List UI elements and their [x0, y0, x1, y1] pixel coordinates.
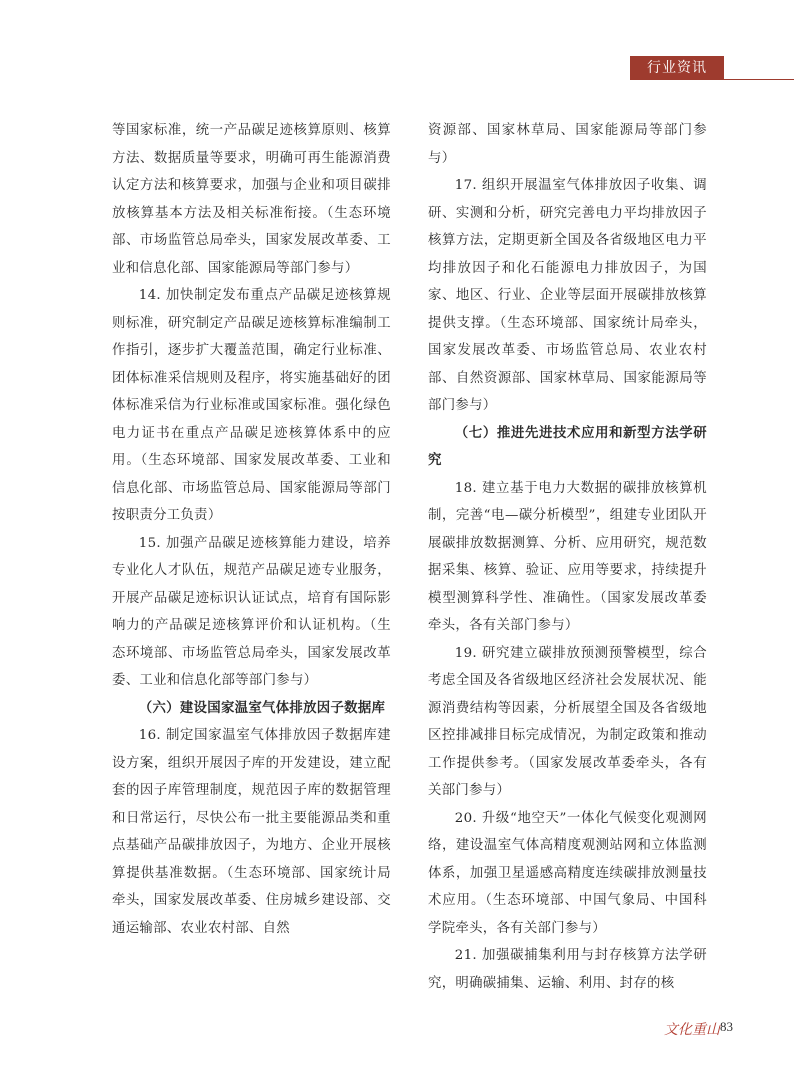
paragraph: 15. 加强产品碳足迹核算能力建设，培养专业化人才队伍，规范产品碳足迹专业服务，开展产品碳足迹标识认证试点，培育有国际影响力的产品碳足迹核算评价和认证机构。（生态环境部、市场监管总局牵头，国家发展改革委、工业和信息化部等部门参与）	[112, 535, 391, 688]
paragraph: 14. 加快制定发布重点产品碳足迹核算规则标准，研究制定产品碳足迹核算标准编制工作指引，逐步扩大覆盖范围，确定行业标准、团体标准采信规则及程序，将实施基础好的团体标准采信为行业标准或国家标准。强化绿色电力证书在重点产品碳足迹核算体系中的应用。（生态环境部、国家发展改革委、工业和信息化部、市场监管总局、国家能源局等部门按职责分工负责）	[112, 288, 391, 523]
paragraph-continuation: 资源部、国家林草局、国家能源局等部门参与）	[428, 123, 707, 166]
header-rule	[724, 79, 794, 80]
section-tag: 行业资讯	[630, 56, 724, 80]
paragraph: 17. 组织开展温室气体排放因子收集、调研、实测和分析，研究完善电力平均排放因子核算方法，定期更新全国及各省级地区电力平均排放因子和化石能源电力排放因子，为国家、地区、行业、企业等层面开展碳排放核算提供支撑。（生态环境部、国家统计局牵头，国家发展改革委、市场监管总局、农业农村部、自然资源部、国家林草局、国家能源局等部门参与）	[428, 178, 707, 413]
paragraph-continuation: 等国家标准，统一产品碳足迹核算原则、核算方法、数据质量等要求，明确可再生能源消费认定方法和核算要求，加强与企业和项目碳排放核算基本方法及相关标准衔接。（生态环境部、市场监管总局牵头，国家发展改革委、工业和信息化部、国家能源局等部门参与）	[112, 123, 391, 276]
paragraph: 21. 加强碳捕集利用与封存核算方法学研究，明确碳捕集、运输、利用、封存的核	[428, 948, 707, 991]
page-number: 83	[720, 1019, 733, 1034]
section-heading: （六）建设国家温室气体排放因子数据库	[138, 700, 386, 716]
footer-logo: 文化重山	[664, 1022, 720, 1038]
right-column	[428, 117, 707, 997]
paragraph: 18. 建立基于电力大数据的碳排放核算机制，完善“电—碳分析模型”，组建专业团队开展碳排放数据测算、分析、应用研究，规范数据采集、核算、验证、应用等要求，持续提升模型测算科学性、准确性。（国家发展改革委牵头，各有关部门参与）	[428, 480, 707, 633]
left-column	[112, 117, 391, 942]
paragraph: 16. 制定国家温室气体排放因子数据库建设方案，组织开展因子库的开发建设，建立配套的因子库管理制度，规范因子库的数据管理和日常运行，尽快公布一批主要能源品类和重点基础产品碳排放因子，为地方、企业开展核算提供基准数据。（生态环境部、国家统计局牵头，国家发展改革委、住房城乡建设部、交通运输部、农业农村部、自然	[112, 728, 391, 936]
section-heading: （七）推进先进技术应用和新型方法学研究	[428, 425, 707, 468]
paragraph: 20. 升级“地空天”一体化气候变化观测网络，建设温室气体高精度观测站网和立体监测体系，加强卫星遥感高精度连续碳排放测量技术应用。（生态环境部、中国气象局、中国科学院牵头，各有关部门参与）	[428, 810, 707, 936]
paragraph: 19. 研究建立碳排放预测预警模型，综合考虑全国及各省级地区经济社会发展状况、能源消费结构等因素，分析展望全国及各省级地区控排减排目标完成情况，为制定政策和推动工作提供参考。（国家发展改革委牵头，各有关部门参与）	[428, 645, 707, 798]
